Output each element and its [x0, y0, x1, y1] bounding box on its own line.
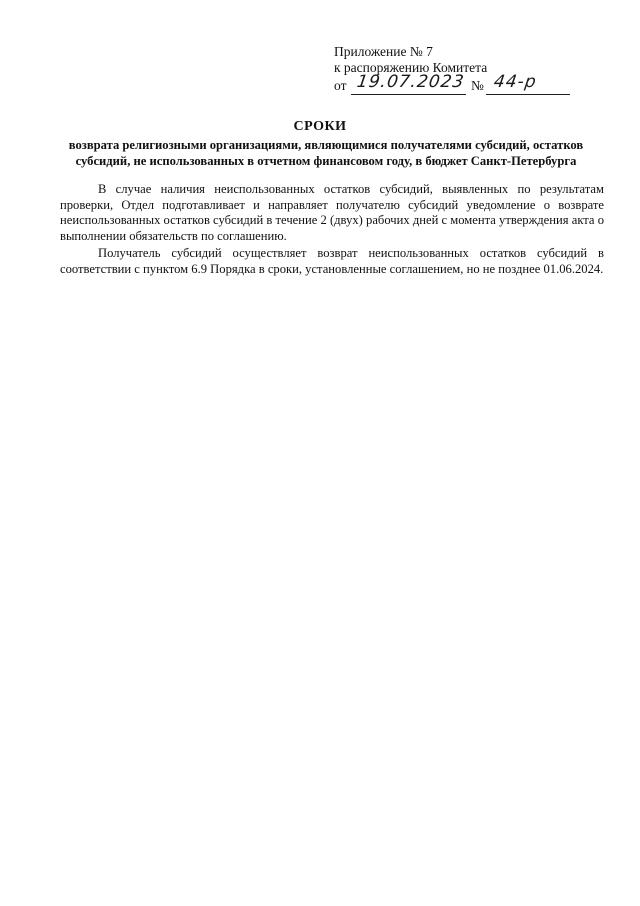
order-reference: к распоряжению Комитета — [334, 60, 488, 75]
document-body — [60, 182, 604, 279]
order-date-number-line — [334, 72, 594, 96]
document-title: СРОКИ — [293, 119, 347, 134]
from-label: от — [334, 78, 347, 93]
appendix-header — [334, 44, 594, 96]
order-number-field — [486, 72, 570, 95]
order-date-handwritten: 19.07.2023 — [355, 72, 466, 92]
order-number-handwritten: 44-р — [492, 72, 538, 92]
body-paragraph: Получатель субсидий осуществляет возврат неиспользованных остатков субсидий в соответствии с пунктом 6.9 Порядка в сроки, установленные соглашением, но не позднее 01.06.2024. — [60, 246, 604, 276]
appendix-number: Приложение № 7 — [334, 44, 433, 59]
number-label: № — [471, 78, 484, 93]
document-subtitle: возврата религиозными организациями, являющимися получателями субсидий, остатков субсидий, не использованных в отчетном финансовом году, в бюджет Санкт-Петербурга — [68, 138, 584, 168]
order-date-field — [351, 72, 466, 95]
body-paragraph: В случае наличия неиспользованных остатков субсидий, выявленных по результатам проверки, Отдел подготавливает и направляет получателю субсидий уведомление о возврате неиспользованных остатков субсидий в течение 2 (двух) рабочих дней с момента утверждения акта о выполнении обязательств по соглашению. — [60, 182, 604, 243]
